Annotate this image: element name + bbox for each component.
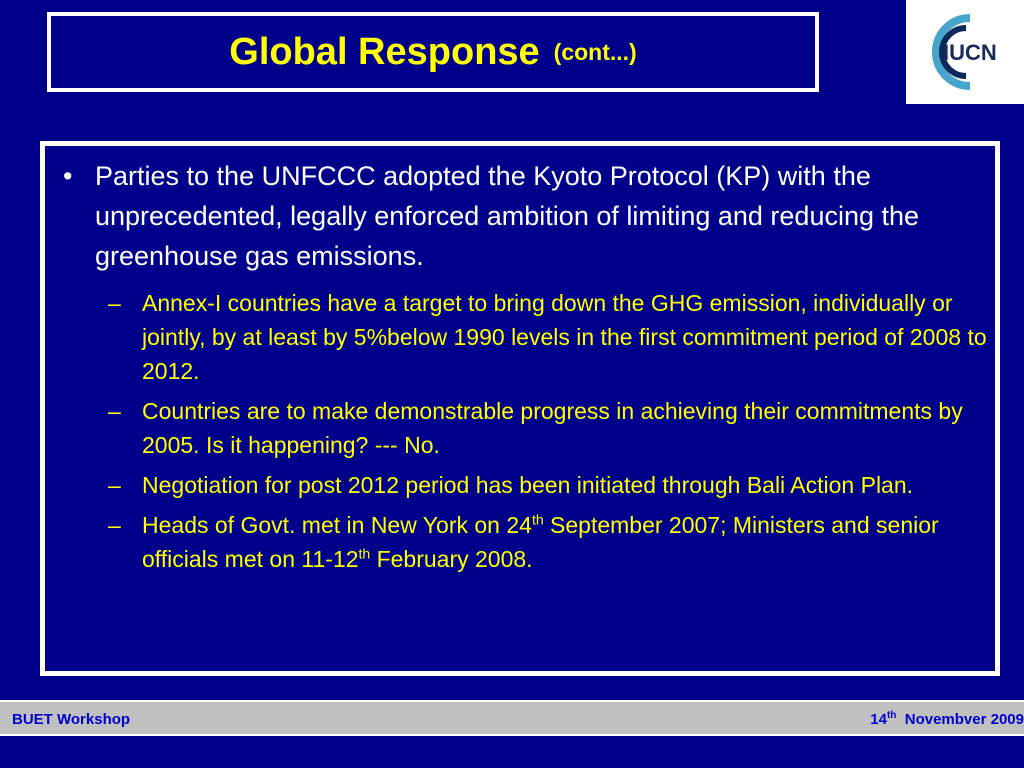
superscript: th (531, 511, 544, 528)
sub-bullet-text (142, 508, 995, 576)
sub-bullet (100, 468, 995, 502)
dash-marker: – (108, 290, 121, 316)
superscript: th (358, 545, 371, 562)
slide-title: Global Response (229, 30, 540, 73)
footer-date-sup: th (886, 710, 897, 721)
iucn-logo-icon (920, 10, 1016, 94)
sub-bullet-text: Countries are to make demonstrable progress in achieving their commitments by 2005. Is it happening? --- No. (142, 398, 963, 458)
footer-date-day: 14 (870, 711, 887, 728)
main-bullet (55, 156, 975, 276)
slide-title-suffix: (cont...) (553, 38, 637, 65)
sub-bullet-list (100, 286, 995, 582)
sub-bullet (100, 286, 995, 388)
sub-bullet (100, 508, 995, 576)
dash-marker: – (108, 512, 121, 538)
footer-event-name: BUET Workshop (12, 711, 131, 728)
footer-date (870, 711, 1024, 728)
sub-bullet-text: Annex-I countries have a target to bring down the GHG emission, individually or jointly, by at least by 5%below 1990 levels in the first commitment period of 2008 to 2012. (142, 290, 987, 384)
content-box (40, 141, 1000, 676)
text-fragment: September 2007; Ministers and senior officials met on 11-12 (142, 512, 939, 572)
dash-marker: – (108, 398, 121, 424)
iucn-logo-text: IUCN (943, 40, 997, 65)
footer-date-rest: Novembver 2009 (896, 711, 1024, 728)
main-bullet-text: Parties to the UNFCCC adopted the Kyoto Protocol (KP) with the unprecedented, legally enforced ambition of limiting and reducing the greenhouse gas emissions. (95, 161, 920, 271)
title-box (47, 12, 819, 92)
text-fragment: February 2008. (370, 546, 533, 572)
iucn-logo (906, 0, 1024, 104)
dash-marker: – (108, 472, 121, 498)
text-fragment: Heads of Govt. met in New York on 24 (142, 512, 532, 538)
sub-bullet (100, 394, 995, 462)
footer-bar (0, 700, 1024, 736)
sub-bullet-text: Negotiation for post 2012 period has been initiated through Bali Action Plan. (142, 472, 914, 498)
bullet-marker: • (63, 161, 73, 191)
